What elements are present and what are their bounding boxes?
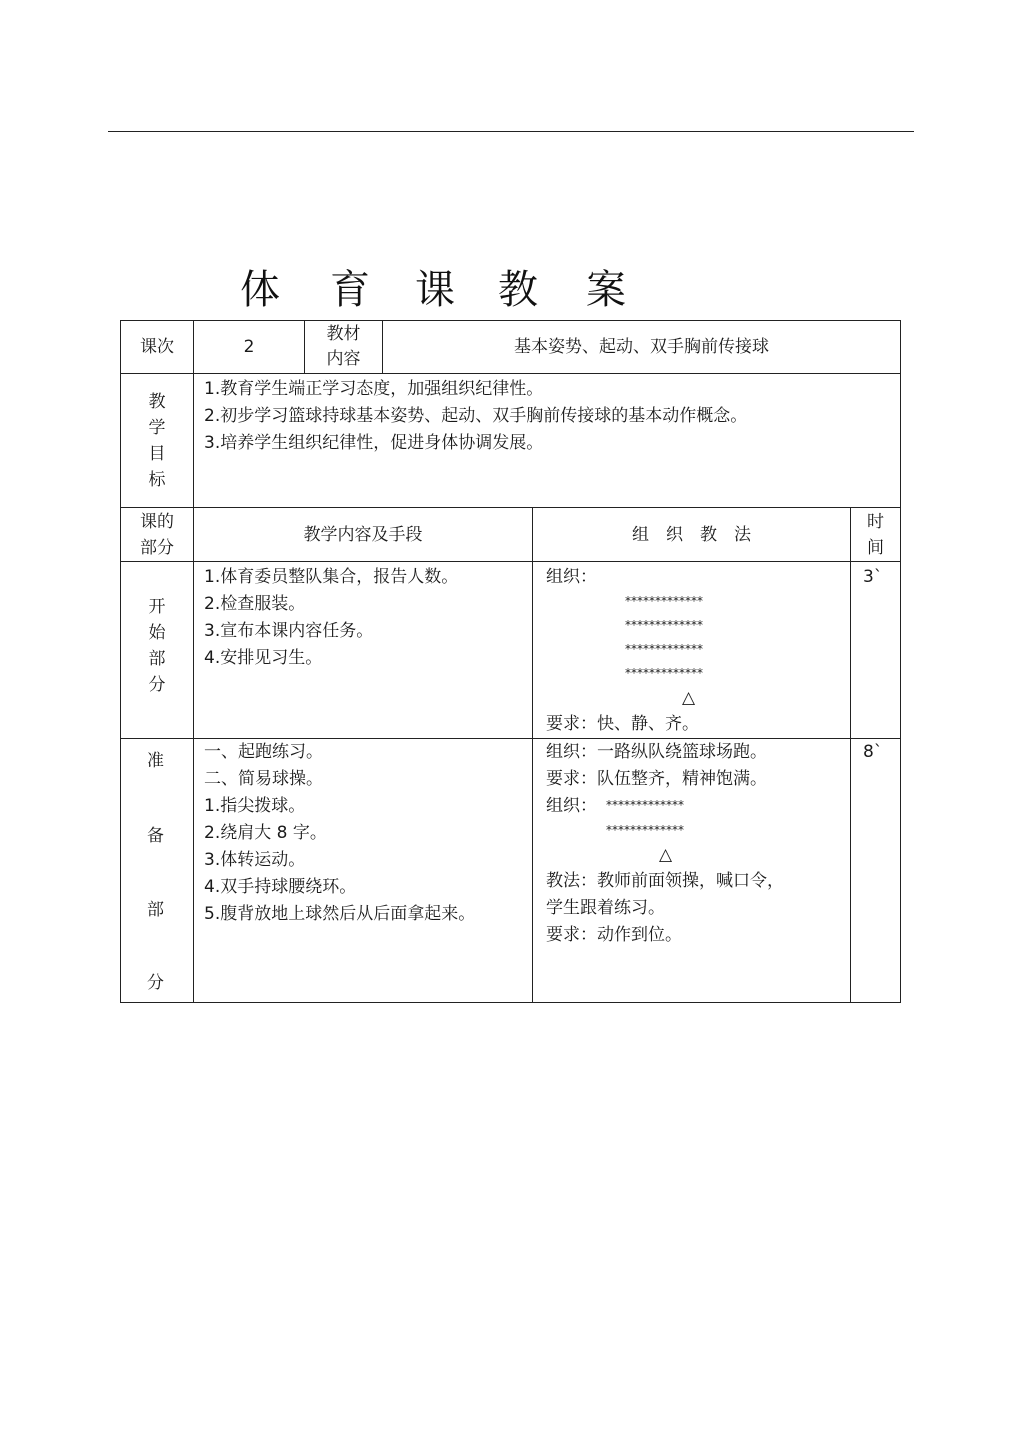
objectives-label-cell [121, 373, 193, 507]
header-rule [108, 131, 914, 132]
page-title [120, 262, 900, 318]
material-label-cell [304, 321, 382, 373]
title-char: 育 [330, 267, 370, 313]
col-time-line: 间 [867, 537, 884, 558]
start-time: 3` [863, 567, 883, 587]
start-label-char: 始 [148, 623, 166, 643]
prep-content-item: 二、简易球操。 [204, 769, 323, 789]
start-method-cell [532, 561, 850, 738]
start-label-char: 分 [148, 675, 166, 695]
prep-method-2: 学生跟着练习。 [546, 898, 665, 918]
objectives-label-char: 目 [148, 443, 166, 464]
prep-time-cell [850, 738, 900, 1002]
prep-time: 8` [863, 742, 883, 762]
title-char: 教 [498, 267, 538, 313]
prep-content-item: 3.体转运动。 [204, 850, 306, 870]
col-part-line: 课的 [140, 511, 174, 532]
lesson-label-cell [121, 321, 193, 373]
col-method-label: 组 织 教 法 [632, 524, 751, 545]
prep-content-item: 5.腹背放地上球然后从后面拿起来。 [204, 904, 476, 924]
start-label-cell [121, 561, 193, 738]
prep-content-cell [193, 738, 532, 1002]
objectives-label-char: 教 [148, 391, 166, 412]
prep-org-1: 组织：一路纵队绕篮球场跑。 [546, 742, 767, 762]
prep-method-cell [532, 738, 850, 1002]
start-label-char: 部 [148, 649, 166, 669]
objective-item: 2.初步学习篮球持球基本姿势、起动、双手胸前传接球的基本动作概念。 [204, 406, 748, 426]
formation-row: ************* [606, 823, 684, 837]
prep-label-cell [121, 738, 193, 1002]
start-label-char: 开 [148, 597, 166, 617]
start-content-item: 1.体育委员整队集合，报告人数。 [204, 567, 459, 587]
lesson-plan-table [120, 320, 901, 1003]
prep-label-char: 准 [147, 751, 164, 771]
prep-label-char: 分 [147, 973, 164, 993]
prep-org-2-label: 组织： [546, 796, 597, 816]
col-time-line: 时 [867, 511, 884, 532]
col-time-header [850, 507, 900, 561]
title-char: 体 [240, 267, 280, 313]
prep-content-item: 2.绕肩大 8 字。 [204, 823, 327, 843]
prep-method-1: 教法：教师前面领操，喊口令， [546, 871, 784, 891]
prep-req-1: 要求：队伍整齐，精神饱满。 [546, 769, 767, 789]
objective-item: 3.培养学生组织纪律性，促进身体协调发展。 [204, 433, 544, 453]
prep-req-2: 要求：动作到位。 [546, 925, 682, 945]
prep-content-item: 4.双手持球腰绕环。 [204, 877, 357, 897]
start-formation [546, 589, 850, 685]
lesson-number: 2 [243, 337, 255, 357]
material-label-line: 教材 [326, 324, 361, 344]
material-content: 基本姿势、起动、双手胸前传接球 [514, 337, 769, 357]
start-content-cell [193, 561, 532, 738]
lesson-number-cell [193, 321, 304, 373]
formation-row: ************* [625, 642, 703, 656]
teacher-mark: △ [659, 845, 673, 865]
formation-row: ************* [625, 666, 703, 680]
start-time-cell [850, 561, 900, 738]
formation-row: ************* [625, 618, 703, 632]
title-char: 课 [415, 267, 455, 313]
col-part-header [121, 507, 193, 561]
objectives-label-char: 标 [148, 469, 166, 490]
col-method-header [532, 507, 850, 561]
objective-item: 1.教育学生端正学习态度，加强组织纪律性。 [204, 379, 544, 399]
col-part-line: 部分 [140, 537, 174, 558]
start-org-label: 组织： [546, 567, 597, 587]
objectives-content-cell [193, 373, 900, 507]
prep-content-item: 1.指尖拨球。 [204, 796, 306, 816]
prep-label-char: 备 [147, 826, 164, 846]
formation-row: ************* [606, 798, 684, 812]
start-requirement: 要求：快、静、齐。 [546, 714, 699, 734]
prep-label-char: 部 [147, 900, 164, 920]
teacher-mark: △ [682, 688, 696, 708]
col-content-header [193, 507, 532, 561]
start-content-item: 3.宣布本课内容任务。 [204, 621, 374, 641]
start-content-item: 4.安排见习生。 [204, 648, 323, 668]
title-char: 案 [586, 267, 626, 313]
start-content-item: 2.检查服装。 [204, 594, 306, 614]
objectives-label-char: 学 [148, 417, 166, 438]
formation-row: ************* [625, 594, 703, 608]
prep-org-2-row [546, 793, 850, 820]
col-content-label: 教学内容及手段 [303, 524, 423, 545]
lesson-label: 课次 [140, 337, 174, 357]
material-content-cell [382, 321, 900, 373]
material-label-line: 内容 [326, 349, 361, 369]
prep-content-item: 一、起跑练习。 [204, 742, 323, 762]
